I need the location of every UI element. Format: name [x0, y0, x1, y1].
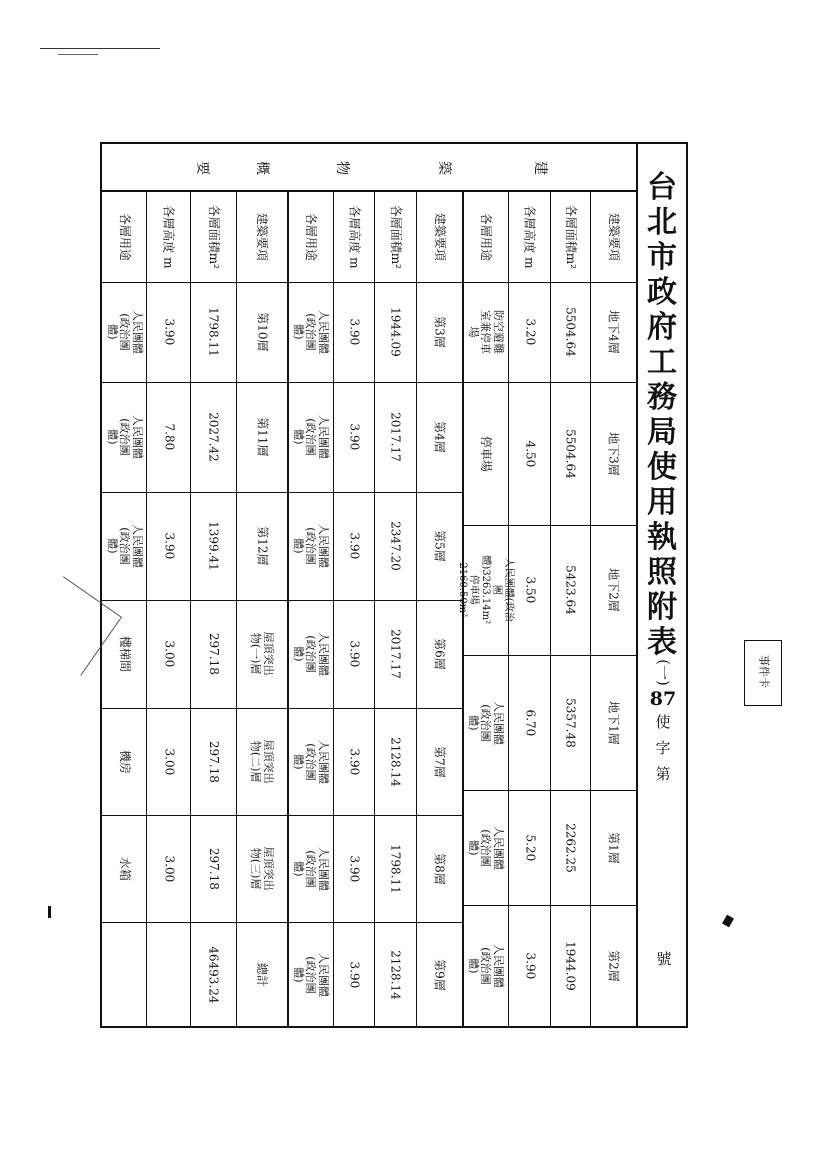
floor-area: 1399.41 [206, 521, 221, 571]
floor-label: 第4層 [432, 421, 447, 453]
title-suffix: (一) [654, 659, 673, 686]
title-char: 表 [647, 625, 677, 660]
title-char: 執 [647, 520, 677, 555]
floor-use: 人民團體(政治團體) [291, 523, 330, 568]
floor-height: 3.90 [347, 640, 362, 668]
title-char: 使 [647, 450, 677, 485]
total-area: 46493.24 [206, 945, 221, 1004]
floor-height: 7.80 [161, 423, 176, 451]
floor-label: 第1層 [606, 831, 621, 864]
floor-area: 297.18 [206, 847, 221, 890]
floor-use: 防空避難室兼停車場 [466, 309, 505, 354]
floor-area: 1944.09 [563, 941, 578, 991]
ink-stamp [744, 640, 782, 706]
floor-area: 5504.64 [563, 307, 578, 357]
floor-height: 3.90 [347, 423, 362, 451]
floor-label: 第10層 [255, 312, 270, 352]
header-floor-area: 各層面積m² [206, 204, 221, 270]
floor-use: 人民團體(政治團體) [105, 309, 144, 354]
side-tick-mark [722, 915, 734, 928]
floor-use: 人民團體(政治團體) [105, 523, 144, 568]
title-char: 用 [647, 485, 677, 520]
section-label-char: 概 [254, 161, 270, 175]
title-char: 工 [647, 345, 677, 380]
floor-height: 5.20 [522, 834, 537, 861]
floor-use: 人民團體(政治團體) [105, 414, 144, 459]
floor-label: 第9層 [432, 958, 447, 991]
title-char: 政 [647, 275, 677, 310]
header-floor-use: 各層用途 [117, 212, 132, 261]
floor-height: 3.00 [161, 748, 176, 775]
title-char: 府 [647, 310, 677, 345]
floor-height: 3.90 [161, 532, 176, 560]
header-floor-height: 各層高度 m [522, 205, 537, 269]
floor-label: 第12層 [255, 526, 270, 566]
header-building-item: 建築要項 [255, 212, 270, 261]
floor-label: 第3層 [432, 316, 447, 348]
header-floor-area: 各層面積m² [563, 204, 578, 270]
header-floor-use: 各層用途 [478, 212, 493, 261]
floor-use: 人民團體(政治團體)3263.14m² 停車場 2160.50m² [456, 555, 514, 625]
section-label [100, 144, 636, 190]
doc-prefix-char: 第 [655, 765, 671, 783]
floor-height: 3.50 [522, 576, 537, 604]
floor-label: 第7層 [432, 745, 447, 778]
floor-height: 3.00 [161, 640, 176, 668]
header-floor-height: 各層高度 m [347, 205, 362, 269]
floor-height: 3.90 [347, 318, 362, 346]
header-building-item: 建築要項 [432, 212, 447, 261]
floor-use: 停車場 [478, 435, 493, 472]
floor-use: 人民團體(政治團體) [466, 700, 505, 745]
floor-label: 地下4層 [606, 310, 621, 354]
header-floor-height: 各層高度 m [161, 205, 176, 269]
floor-area: 1944.09 [388, 307, 403, 357]
floor-height: 3.90 [347, 748, 362, 775]
floor-area: 2017.17 [388, 412, 403, 462]
floor-use: 人民團體(政治團體) [291, 414, 330, 459]
floor-height: 3.90 [522, 952, 537, 980]
section-label-char: 物 [334, 161, 350, 175]
total-label: 總計 [255, 962, 270, 987]
header-building-item: 建築要項 [606, 212, 621, 261]
floor-label: 第5層 [432, 530, 447, 562]
section-label-char: 築 [436, 161, 452, 175]
doc-prefix-char: 使 [655, 713, 671, 731]
floor-area: 2347.20 [388, 521, 403, 571]
title-char: 務 [647, 380, 677, 415]
floor-height: 3.90 [347, 532, 362, 560]
floor-use: 水箱 [117, 856, 132, 881]
table-divider [636, 142, 638, 1028]
floor-height: 3.90 [161, 318, 176, 346]
side-tick-mark-left [48, 906, 51, 918]
floor-label: 地下3層 [606, 431, 621, 476]
floor-height: 3.90 [347, 855, 362, 882]
floor-label: 第2層 [606, 950, 621, 982]
doc-number: 87 [649, 688, 677, 710]
section-label-char: 建 [532, 161, 548, 175]
floor-area: 5357.48 [563, 697, 578, 748]
floor-use: 人民團體(政治團體) [291, 846, 330, 891]
floor-area: 2027.42 [206, 412, 221, 462]
floor-label: 地下2層 [606, 568, 621, 612]
floor-area: 2128.14 [388, 949, 403, 1000]
floor-use: 人民團體(政治團體) [291, 739, 330, 784]
floor-area: 1798.11 [388, 843, 403, 894]
total-height [146, 922, 190, 1027]
floor-height: 3.00 [161, 855, 176, 882]
doc-suffix: 號 [656, 950, 672, 968]
floor-use: 人民團體(政治團體) [291, 309, 330, 354]
floor-label: 屋頂突出物(二)層 [249, 739, 276, 784]
title-char: 照 [647, 555, 677, 590]
floor-use: 樓梯間 [117, 635, 132, 672]
floor-area: 2262.25 [563, 822, 578, 873]
floor-height: 3.20 [522, 318, 537, 346]
title-char: 北 [647, 205, 677, 240]
stamp-text: 事件卡 [757, 654, 771, 688]
title-char: 市 [647, 240, 677, 275]
floor-use: 人民團體(政治團體) [291, 952, 330, 997]
title-char: 附 [647, 590, 677, 625]
title-char: 台 [647, 170, 677, 205]
floor-area: 297.18 [206, 632, 221, 675]
floor-label: 第6層 [432, 638, 447, 670]
floor-area: 5504.64 [563, 428, 578, 479]
floor-area: 2017.17 [388, 629, 403, 679]
floor-area: 5423.64 [563, 565, 578, 615]
floor-use: 人民團體(政治團體) [466, 943, 505, 988]
header-floor-area: 各層面積m² [388, 204, 403, 270]
header-floor-use: 各層用途 [303, 212, 318, 261]
floor-label: 第8層 [432, 852, 447, 885]
floor-area: 1798.11 [206, 307, 221, 357]
floor-use: 機房 [117, 749, 132, 774]
scan-mark-top [40, 48, 160, 49]
total-use [102, 922, 146, 1027]
floor-label: 屋頂突出物(三)層 [249, 846, 276, 891]
section-label-char: 要 [194, 161, 210, 175]
doc-prefix-char: 字 [655, 739, 671, 757]
floor-area: 2128.14 [388, 736, 403, 787]
floor-height: 6.70 [522, 709, 537, 736]
floor-use: 人民團體(政治團體) [466, 825, 505, 870]
floor-label: 地下1層 [606, 700, 621, 745]
floor-label: 屋頂突出物(一)層 [249, 632, 276, 676]
floor-height: 4.50 [522, 440, 537, 467]
floor-area: 297.18 [206, 740, 221, 783]
title-char: 局 [647, 415, 677, 450]
floor-height: 3.90 [347, 961, 362, 988]
floor-use: 人民團體(政治團體) [291, 631, 330, 676]
floor-label: 第11層 [255, 417, 270, 457]
scan-mark-top-2 [58, 54, 98, 55]
